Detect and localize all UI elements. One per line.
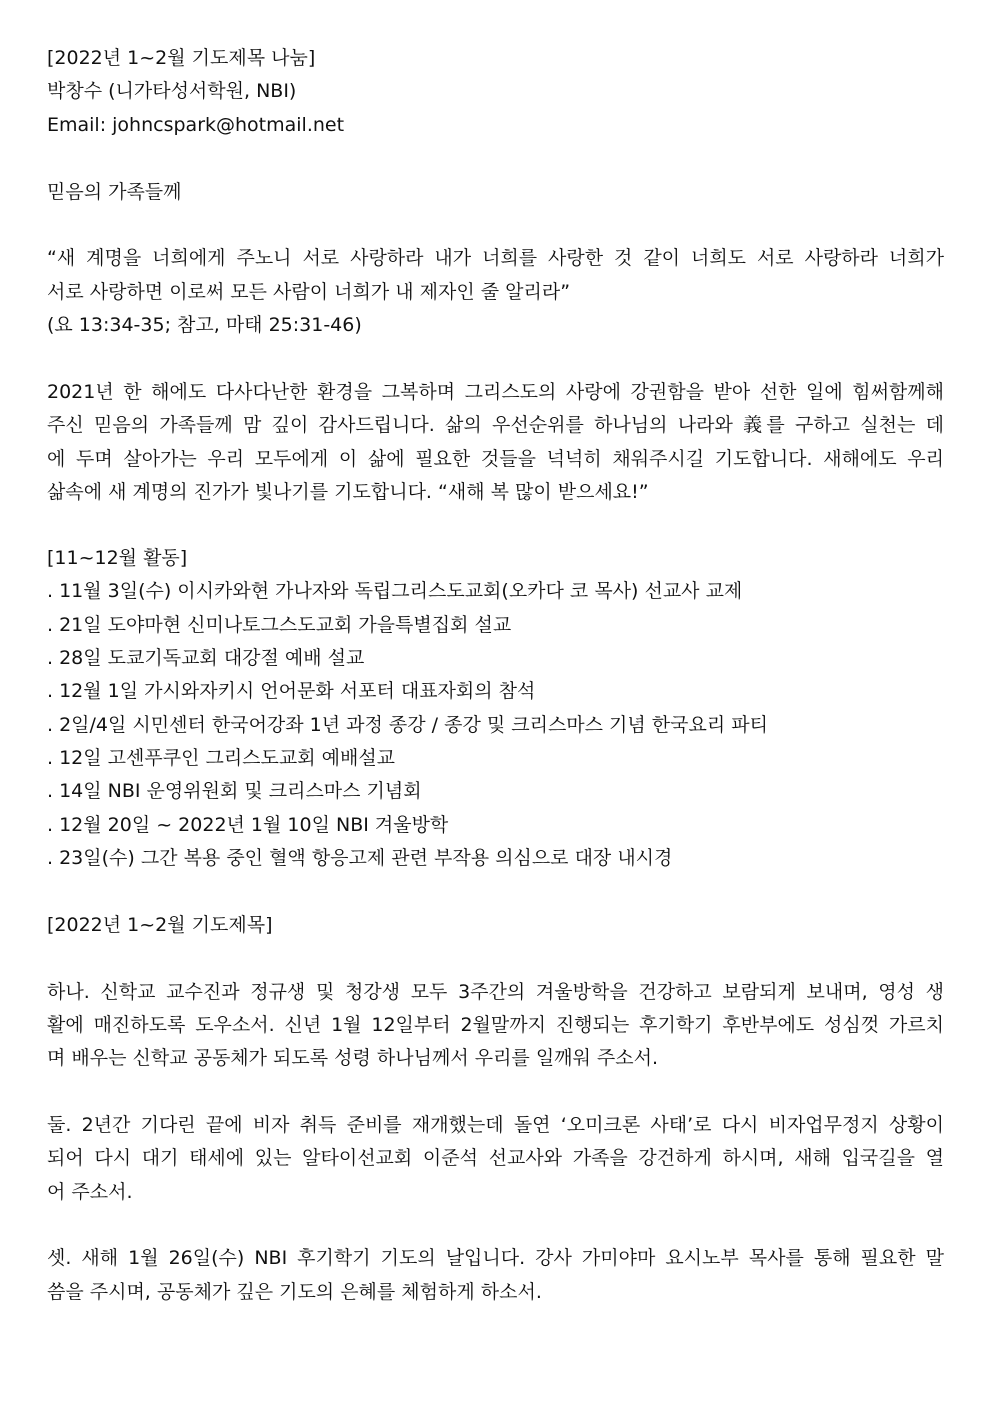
prayer-heading: [2022년 1~2월 기도제목] bbox=[47, 914, 273, 936]
activity-item: . 12월 1일 가시와자키시 언어문화 서포터 대표자회의 참석 bbox=[47, 680, 536, 702]
intro-line-4: 삶속에 새 계명의 진가가 빛나기를 기도합니다. “새해 복 많이 받으세요!” bbox=[47, 481, 649, 503]
prayer-one-line-1: 하나. 신학교 교수진과 정규생 및 청강생 모두 3주간의 겨울방학을 건강하고 보람되게 보내며, 영성 생 bbox=[47, 981, 944, 1003]
intro-line-1: 2021년 한 해에도 다사다난한 환경을 그복하며 그리스도의 사랑에 강권함을 받아 선한 일에 힘써함께해 bbox=[47, 381, 944, 403]
intro-line-3: 에 두며 살아가는 우리 모두에게 이 삶에 필요한 것들을 넉넉히 채워주시길 기도합니다. 새해에도 우리 bbox=[47, 448, 944, 470]
activity-item: . 21일 도야마현 신미나토그스도교회 가을특별집회 설교 bbox=[47, 614, 512, 636]
verse-reference: (요 13:34-35; 참고, 마태 25:31-46) bbox=[47, 314, 362, 336]
activity-item: . 2일/4일 시민센터 한국어강좌 1년 과정 종강 / 종강 및 크리스마스 기념 한국요리 파티 bbox=[47, 714, 768, 736]
activities-heading: [11~12월 활동] bbox=[47, 547, 188, 569]
activity-item: . 11월 3일(수) 이시카와현 가나자와 독립그리스도교회(오카다 코 목사) 선교사 교제 bbox=[47, 580, 743, 602]
intro-line-2: 주신 믿음의 가족들께 맘 깊이 감사드립니다. 삶의 우선순위를 하나님의 나라와 義를 구하고 실천는 데 bbox=[47, 414, 944, 436]
prayer-three-line-1: 셋. 새해 1월 26일(수) NBI 후기학기 기도의 날입니다. 강사 가미야마 요시노부 목사를 통해 필요한 말 bbox=[47, 1247, 944, 1269]
activity-item: . 12월 20일 ~ 2022년 1월 10일 NBI 겨울방학 bbox=[47, 814, 449, 836]
letter-title: [2022년 1~2월 기도제목 나눔] bbox=[47, 47, 316, 69]
prayer-one-line-2: 활에 매진하도록 도우소서. 신년 1월 12일부터 2월말까지 진행되는 후기학기 후반부에도 성심껏 가르치 bbox=[47, 1014, 944, 1036]
prayer-two-line-2: 되어 다시 대기 태세에 있는 알타이선교회 이준석 선교사와 가족을 강건하게 하시며, 새해 입국길을 열 bbox=[47, 1147, 944, 1169]
prayer-two-line-1: 둘. 2년간 기다린 끝에 비자 취득 준비를 재개했는데 돌연 ‘오미크론 사태’로 다시 비자업무정지 상황이 bbox=[47, 1114, 944, 1136]
activity-item: . 23일(수) 그간 복용 중인 혈액 항응고제 관련 부작용 의심으로 대장 내시경 bbox=[47, 847, 673, 869]
prayer-two-line-3: 어 주소서. bbox=[47, 1181, 133, 1203]
greeting: 믿음의 가족들께 bbox=[47, 181, 182, 203]
prayer-one-line-3: 며 배우는 신학교 공동체가 되도록 성령 하나님께서 우리를 일깨워 주소서. bbox=[47, 1047, 659, 1069]
activity-item: . 12일 고센푸쿠인 그리스도교회 예배설교 bbox=[47, 747, 396, 769]
email-line: Email: johncspark@hotmail.net bbox=[47, 114, 345, 136]
activity-item: . 14일 NBI 운영위원회 및 크리스마스 기념회 bbox=[47, 780, 422, 802]
verse-line-2: 서로 사랑하면 이로써 모든 사람이 너희가 내 제자인 줄 알리라” bbox=[47, 281, 571, 303]
author-line: 박창수 (니가타성서학원, NBI) bbox=[47, 80, 297, 102]
prayer-three-line-2: 씀을 주시며, 공동체가 깊은 기도의 은혜를 체험하게 하소서. bbox=[47, 1281, 542, 1303]
verse-line-1: “새 계명을 너희에게 주노니 서로 사랑하라 내가 너희를 사랑한 것 같이 너희도 서로 사랑하라 너희가 bbox=[47, 247, 944, 269]
activity-item: . 28일 도쿄기독교회 대강절 예배 설교 bbox=[47, 647, 365, 669]
